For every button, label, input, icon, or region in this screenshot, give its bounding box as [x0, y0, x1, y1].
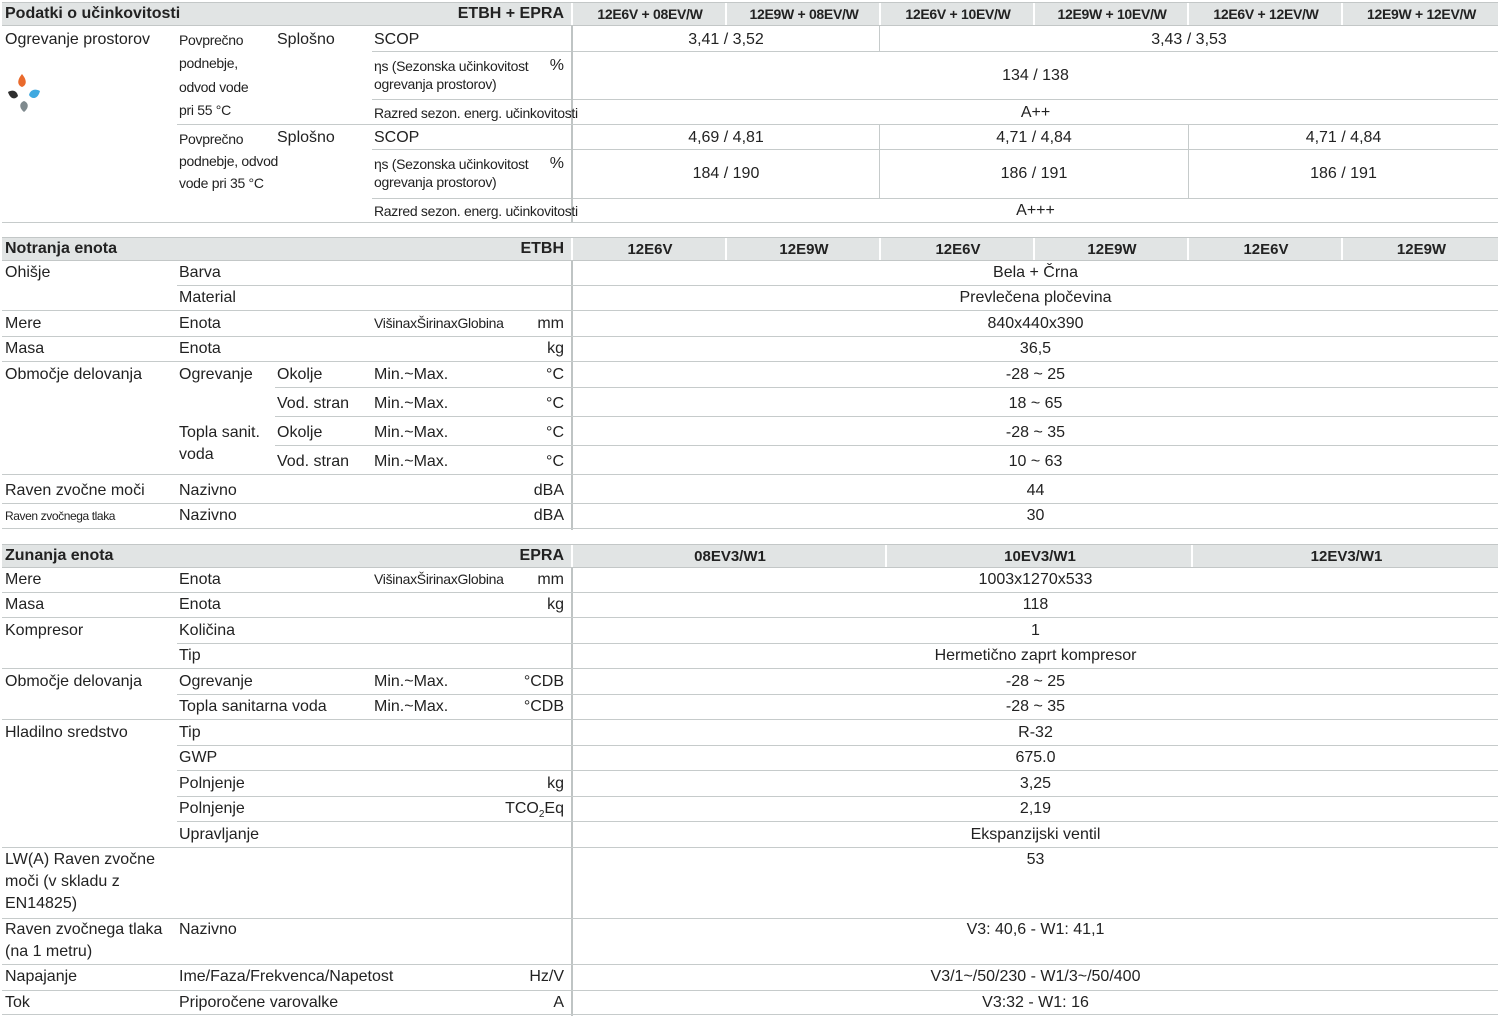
indoor-row-label: Raven zvočnega tlaka [5, 509, 116, 523]
indoor-row-side: Okolje [277, 424, 323, 441]
indoor-row-label: Ohišje [5, 264, 51, 281]
perf-col-1: 12E6V + 08EV/W [571, 3, 727, 25]
g2-line2: podnebje, odvod [179, 153, 279, 169]
indoor-row-unit: °C [546, 424, 564, 441]
eta-label-1a: ηs (Sezonska učinkovitost [374, 58, 529, 74]
outdoor-row-condition: Min.~Max. [374, 698, 449, 715]
indoor-voda-label: voda [179, 446, 214, 463]
indoor-row-value: -28 ~ 35 [1005, 424, 1066, 441]
indoor-row-sublabel: Nazivno [179, 507, 237, 524]
outdoor-row-unit: mm [537, 571, 564, 588]
outdoor-row-label: Hladilno sredstvo [5, 724, 128, 741]
indoor-row-unit: kg [547, 340, 564, 357]
indoor-row-label: Masa [5, 340, 45, 357]
tco-eq: Eq [544, 800, 564, 817]
outdoor-row-condition: VišinaxŠirinaxGlobina [374, 571, 504, 587]
tok-value: V3:32 - W1: 16 [982, 994, 1089, 1011]
outdoor-row-sublabel: Ogrevanje [179, 673, 253, 690]
indoor-row-unit: dBA [533, 507, 564, 524]
outdoor-row-value: 3,25 [1019, 775, 1052, 792]
outdoor-col-2: 10EV3/W1 [885, 545, 1193, 567]
perf-col-5: 12E6V + 12EV/W [1187, 3, 1343, 25]
g2-sub: Splošno [277, 129, 335, 146]
indoor-row-unit: dBA [533, 482, 564, 499]
eta35-a: 184 / 190 [692, 165, 760, 182]
outdoor-title: Zunanja enota [5, 547, 114, 564]
indoor-row-value: -28 ~ 25 [1005, 366, 1066, 383]
outdoor-col-3: 12EV3/W1 [1191, 545, 1500, 567]
scop-label-2: SCOP [374, 129, 420, 146]
g1-sub: Splošno [277, 31, 335, 48]
indoor-col-4: 12E9W [1033, 238, 1189, 260]
indoor-row-label: Območje delovanja [5, 366, 142, 383]
outdoor-row-unit: kg [547, 775, 564, 792]
indoor-row-side: Vod. stran [277, 395, 350, 412]
sp-label-2: (na 1 metru) [5, 943, 93, 960]
eta35-b: 186 / 191 [1000, 165, 1068, 182]
indoor-col-1: 12E6V [571, 238, 727, 260]
eta-label-1b: ogrevanja prostorov) [374, 76, 497, 92]
nap-label: Napajanje [5, 968, 78, 985]
indoor-row-unit: °C [546, 366, 564, 383]
pct-1: % [549, 57, 564, 74]
outdoor-row-sublabel: Tip [179, 647, 201, 664]
outdoor-row-condition: Min.~Max. [374, 673, 449, 690]
class55: A++ [1020, 104, 1051, 121]
performance-header [2, 2, 1498, 26]
outdoor-row-sublabel: Polnjenje [179, 800, 245, 817]
lw-label-1: LW(A) Raven zvočne [5, 851, 155, 868]
indoor-row-value: 10 ~ 63 [1008, 453, 1063, 470]
scop55-a: 3,41 / 3,52 [688, 31, 764, 48]
lw-value: 53 [1026, 851, 1045, 868]
outdoor-row-value: 2,19 [1019, 800, 1052, 817]
indoor-row-sublabel: Material [179, 289, 236, 306]
outdoor-row-unit: kg [547, 596, 564, 613]
perf-col-2: 12E9W + 08EV/W [725, 3, 881, 25]
indoor-row-condition: VišinaxŠirinaxGlobina [374, 315, 504, 331]
outdoor-col-1: 08EV3/W1 [571, 545, 887, 567]
indoor-row-value: Prevlečena pločevina [959, 289, 1112, 306]
indoor-row-side: Vod. stran [277, 453, 350, 470]
indoor-row-side: Okolje [277, 366, 323, 383]
indoor-row-sublabel: Enota [179, 315, 221, 332]
indoor-row-label: Raven zvočne moči [5, 482, 145, 499]
g1-line3: odvod vode [179, 79, 249, 95]
eta-label-2b: ogrevanja prostorov) [374, 174, 497, 190]
indoor-row-sublabel: Enota [179, 340, 221, 357]
indoor-row-label: Mere [5, 315, 42, 332]
space-heating-label: Ogrevanje prostorov [5, 31, 150, 48]
outdoor-row-label: Kompresor [5, 622, 84, 639]
tok-label: Tok [5, 994, 30, 1011]
indoor-col-6: 12E9W [1341, 238, 1500, 260]
lw-label-3: EN14825) [5, 895, 78, 912]
indoor-row-unit: °C [546, 453, 564, 470]
outdoor-row-label: Območje delovanja [5, 673, 142, 690]
indoor-row-condition: Min.~Max. [374, 366, 449, 383]
outdoor-row-sublabel: Upravljanje [179, 826, 260, 843]
indoor-row-value: 840x440x390 [987, 315, 1084, 332]
flame-drops-icon [4, 72, 44, 116]
indoor-row-value: 30 [1026, 507, 1045, 524]
nap-unit: Hz/V [529, 968, 564, 985]
outdoor-row-value: R-32 [1018, 724, 1053, 741]
g1-line4: pri 55 °C [179, 102, 231, 118]
class-label-2: Razred sezon. energ. učinkovitosti [374, 203, 578, 219]
performance-section [2, 2, 1498, 222]
indoor-title: Notranja enota [5, 240, 118, 257]
indoor-header [2, 237, 1498, 261]
pct-2: % [549, 155, 564, 172]
class35: A+++ [1016, 202, 1055, 219]
scop-label-1: SCOP [374, 31, 420, 48]
indoor-row-condition: Min.~Max. [374, 395, 449, 412]
eta35-c: 186 / 191 [1310, 165, 1377, 182]
perf-col-4: 12E9W + 10EV/W [1033, 3, 1189, 25]
performance-title: Podatki o učinkovitosti [5, 5, 181, 22]
outdoor-row-value: 1003x1270x533 [978, 571, 1093, 588]
outdoor-row-sublabel: Enota [179, 596, 221, 613]
outdoor-row-sublabel: Količina [179, 622, 236, 639]
outdoor-row-value: Ekspanzijski ventil [970, 826, 1101, 843]
scop35-b: 4,71 / 4,84 [996, 129, 1072, 146]
indoor-row-value: 36,5 [1019, 340, 1052, 357]
outdoor-row-unit: °CDB [523, 698, 564, 715]
outdoor-header [2, 544, 1498, 568]
sp-value: V3: 40,6 - W1: 41,1 [966, 921, 1105, 938]
outdoor-section [2, 544, 1498, 1016]
outdoor-row-sublabel: Enota [179, 571, 221, 588]
g2-line1: Povprečno [179, 131, 244, 147]
outdoor-row-value: -28 ~ 35 [1005, 698, 1066, 715]
eta55: 134 / 138 [1002, 67, 1069, 84]
scop55-b: 3,43 / 3,53 [1151, 31, 1227, 48]
sp-label-1: Raven zvočnega tlaka [5, 921, 163, 938]
outdoor-row-unit: °CDB [523, 673, 564, 690]
nap-value: V3/1~/50/230 - W1/3~/50/400 [930, 968, 1141, 985]
indoor-col-2: 12E9W [725, 238, 881, 260]
indoor-row-value: 18 ~ 65 [1008, 395, 1063, 412]
performance-model: ETBH + EPRA [457, 5, 564, 22]
indoor-model: ETBH [520, 240, 564, 257]
eta-label-2a: ηs (Sezonska učinkovitost [374, 156, 529, 172]
outdoor-row-sublabel: Topla sanitarna voda [179, 698, 327, 715]
indoor-row-condition: Min.~Max. [374, 453, 449, 470]
indoor-section [2, 237, 1498, 530]
scop35-a: 4,69 / 4,81 [688, 129, 764, 146]
indoor-row-condition: Min.~Max. [374, 424, 449, 441]
tco2eq-unit [482, 799, 564, 825]
g2-line3: vode pri 35 °C [179, 175, 264, 191]
indoor-row-sublabel: Ogrevanje [179, 366, 253, 383]
indoor-row-sublabel: Nazivno [179, 482, 237, 499]
sp-sublabel: Nazivno [179, 921, 237, 938]
indoor-row-sublabel: Topla sanit. [179, 424, 260, 441]
indoor-col-3: 12E6V [879, 238, 1035, 260]
tco-text: TCO [505, 800, 539, 817]
outdoor-row-value: 675.0 [1015, 749, 1056, 766]
tok-sublabel: Priporočene varovalke [179, 994, 339, 1011]
nap-sublabel: Ime/Faza/Frekvenca/Napetost [179, 968, 394, 985]
perf-col-3: 12E6V + 10EV/W [879, 3, 1035, 25]
indoor-row-unit: °C [546, 395, 564, 412]
outdoor-row-label: Mere [5, 571, 42, 588]
indoor-row-value: Bela + Črna [993, 264, 1078, 281]
tok-unit: A [553, 994, 564, 1011]
tco-subscript: 2 [538, 809, 545, 821]
outdoor-row-sublabel: Polnjenje [179, 775, 245, 792]
indoor-row-value: 44 [1026, 482, 1045, 499]
perf-col-6: 12E9W + 12EV/W [1341, 3, 1500, 25]
outdoor-row-value: Hermetično zaprt kompresor [934, 647, 1137, 664]
outdoor-row-sublabel: GWP [179, 749, 218, 766]
indoor-row-unit: mm [537, 315, 564, 332]
outdoor-row-label: Masa [5, 596, 45, 613]
indoor-col-5: 12E6V [1187, 238, 1343, 260]
scop35-c: 4,71 / 4,84 [1305, 129, 1382, 146]
outdoor-row-value: 118 [1022, 596, 1049, 613]
g1-line1: Povprečno [179, 32, 244, 48]
indoor-row-sublabel: Barva [179, 264, 221, 281]
lw-label-2: moči (v skladu z [5, 873, 120, 890]
g1-line2: podnebje, [179, 55, 238, 71]
outdoor-model: EPRA [519, 547, 564, 564]
outdoor-row-value: 1 [1031, 622, 1040, 639]
outdoor-row-sublabel: Tip [179, 724, 201, 741]
outdoor-row-value: -28 ~ 25 [1005, 673, 1066, 690]
class-label-1: Razred sezon. energ. učinkovitosti [374, 105, 578, 121]
